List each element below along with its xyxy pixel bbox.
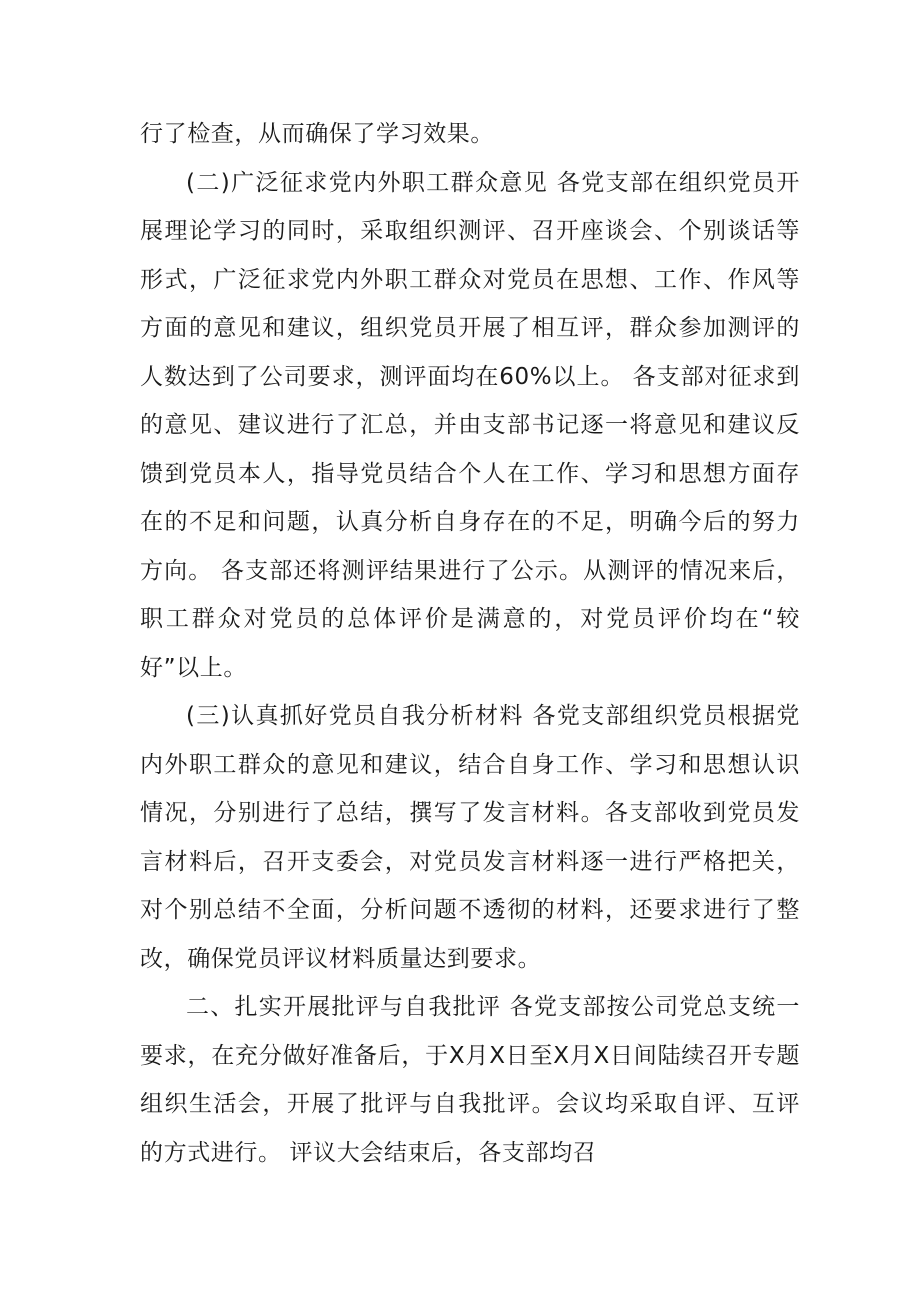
paragraph-part-2: 二、扎实开展批评与自我批评 各党支部按公司党总支统一要求，在充分做好准备后，于X月X日至X月X日间陆续召开专题组织生活会，开展了批评与自我批评。会议均采取自评、互评的方式进行。 评议大会结束后，各支部均召 <box>140 994 800 1166</box>
paragraph-continuation: 行了检查，从而确保了学习效果。 <box>140 121 494 147</box>
document-body <box>140 110 800 1177</box>
paragraph-section-3: (三)认真抓好党员自我分析材料 各党支部组织党员根据党内外职工群众的意见和建议，结合自身工作、学习和思想认识情况，分别进行了总结，撰写了发言材料。各支部收到党员发言材料后，召开支委会，对党员发言材料逐一进行严格把关，对个别总结不全面，分析问题不透彻的材料，还要求进行了整改，确保党员评议材料质量达到要求。 <box>140 703 800 972</box>
paragraph-section-2: (二)广泛征求党内外职工群众意见 各党支部在组织党员开展理论学习的同时，采取组织测评、召开座谈会、个别谈话等形式，广泛征求党内外职工群众对党员在思想、工作、作风等方面的意见和建议，组织党员开展了相互评，群众参加测评的人数达到了公司要求，测评面均在60%以上。 各支部对征求到的意见、建议进行了汇总，并由支部书记逐一将意见和建议反馈到党员本人，指导党员结合个人在工作、学习和思想方面存在的不足和问题，认真分析自身存在的不足，明确今后的努力方向。 各支部还将测评结果进行了公示。从测评的情况来后，职工群众对党员的总体评价是满意的，对党员评价均在“较好”以上。 <box>140 169 800 681</box>
